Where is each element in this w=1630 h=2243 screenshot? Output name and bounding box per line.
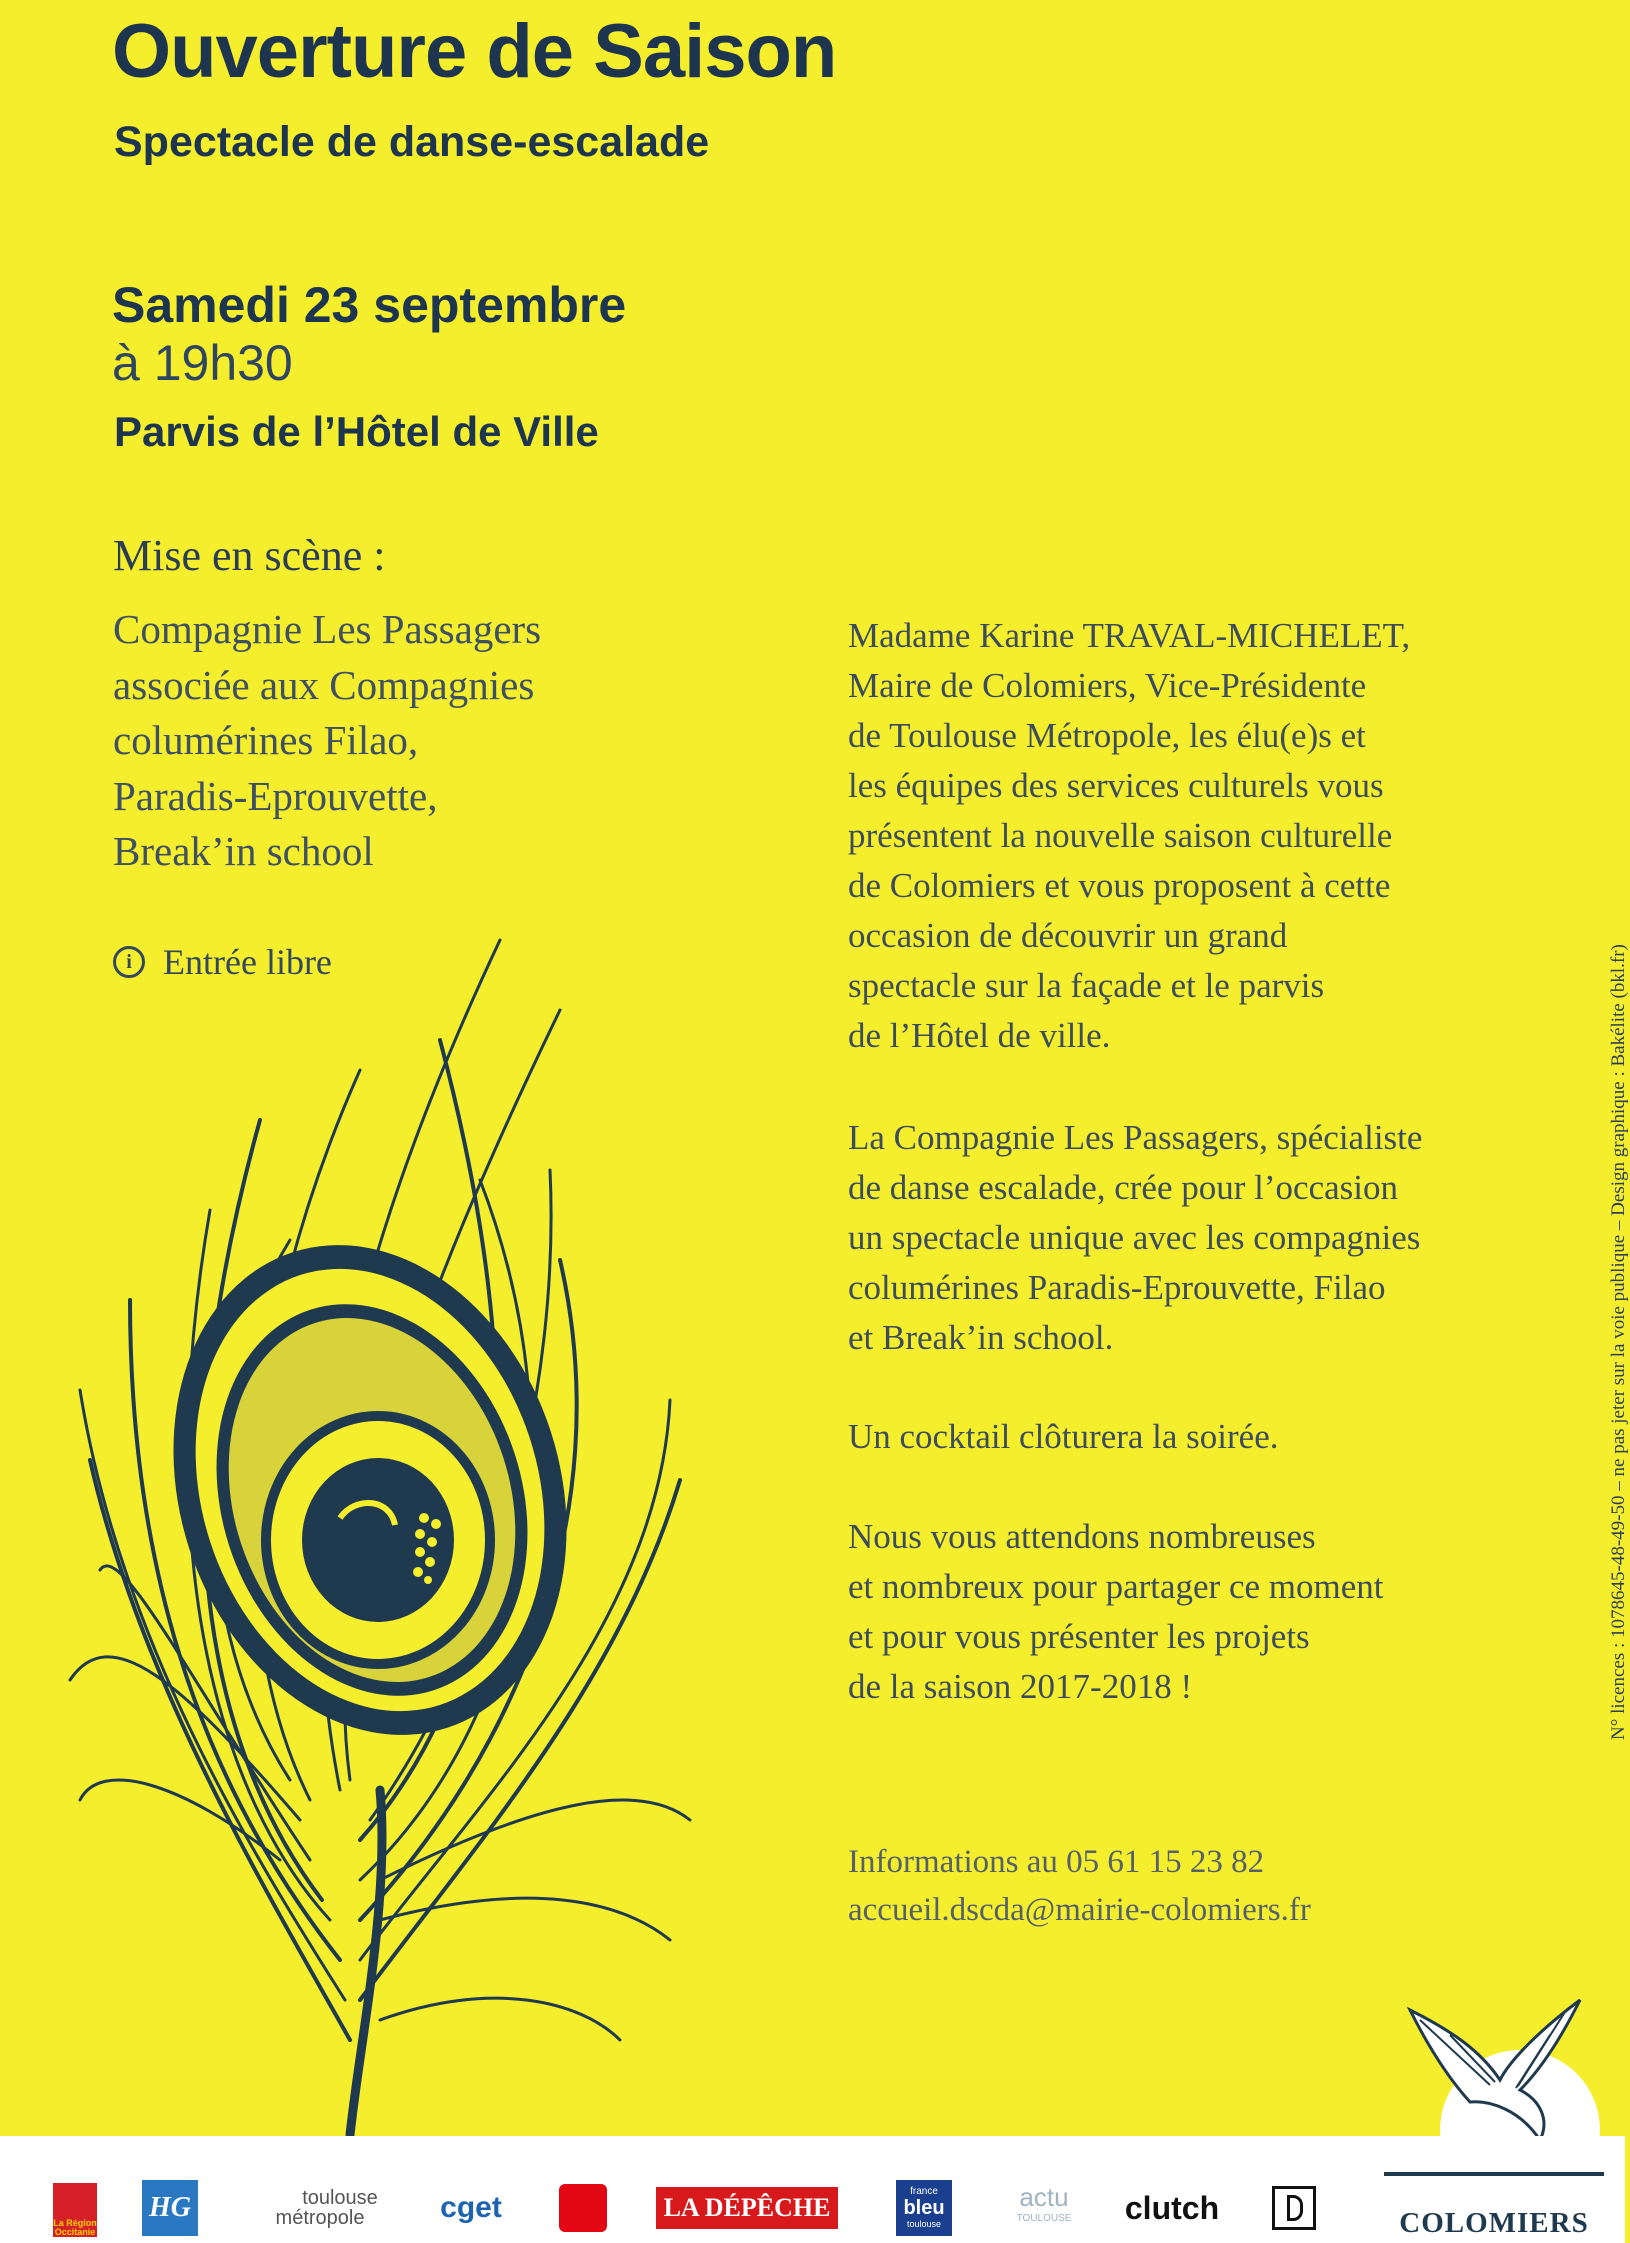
toulouse-logo-text: toulouse [302,2187,378,2209]
paragraph-line: occasion de découvrir un grand [848,916,1288,955]
info-icon: i [113,946,145,978]
logo-toulouse-metropole [250,2180,390,2236]
france-bleu-mark [896,2180,952,2236]
paragraph-line: et Break’in school. [848,1318,1114,1357]
logo-haute-garonne [140,2180,200,2236]
bakelite-mark [1272,2186,1316,2230]
paragraph-line: de la saison 2017-2018 ! [848,1667,1193,1706]
poster-subtitle: Spectacle de danse-escalade [114,118,710,166]
paragraph-line: columérines Paradis-Eprouvette, Filao [848,1268,1386,1307]
actu-sub-text: TOULOUSE [1016,2213,1072,2224]
caisse-epargne-mark [559,2184,607,2232]
mise-line: columérines Filao, [113,717,419,763]
cget-logo-text: cget [440,2191,502,2224]
logo-cget [436,2180,506,2236]
logo-occitanie [52,2182,98,2238]
entree-libre-label: Entrée libre [163,942,332,982]
contact-phone: Informations au 05 61 15 23 82 [848,1844,1265,1880]
mise-en-scene-heading: Mise en scène : [113,531,386,580]
occitanie-logo-text: La Région Occitanie [53,2183,97,2237]
colomiers-logo-text: COLOMIERS [1399,2207,1589,2239]
logo-bakelite [1268,2180,1320,2236]
closing-paragraph [848,1512,1384,1712]
side-credit: N° licences : 1078645-48-49-50 – ne pas jeter sur la voie publique – Design graphique : Bakélite (bkl.fr) [1608,944,1629,1740]
logo-actu-toulouse [1004,2180,1084,2236]
contact-email[interactable]: accueil.dscda@mairie-colomiers.fr [848,1892,1311,1928]
actu-logo-text: actu [1019,2182,1069,2212]
logo-clutch [1120,2180,1224,2236]
clutch-logo-text: clutch [1124,2189,1220,2226]
hg-logo-text: HG [142,2180,198,2236]
logo-caisse-epargne [556,2180,610,2236]
event-date: Samedi 23 septembre [112,277,627,333]
logo-la-depeche [663,2180,831,2236]
logo-colomiers [1384,2172,1604,2240]
mise-line: Break’in school [113,828,374,874]
paragraph-line: de Colomiers et vous proposent à cette [848,866,1391,905]
france-bleu-city: toulouse [906,2219,942,2229]
poster-title: Ouverture de Saison [112,9,837,94]
cocktail-paragraph [848,1412,1279,1462]
paragraph-line: Madame Karine TRAVAL-MICHELET, [848,616,1411,655]
paragraph-line: de danse escalade, crée pour l’occasion [848,1168,1398,1207]
logo-france-bleu [894,2180,954,2236]
peacock-feather-illustration [60,920,700,2140]
france-bleu-france: france [910,2186,938,2197]
france-bleu-bleu: bleu [903,2197,945,2219]
paragraph-line: et pour vous présenter les projets [848,1617,1310,1656]
paragraph-line: La Compagnie Les Passagers, spécialiste [848,1118,1423,1157]
company-paragraph [848,1113,1422,1363]
intro-paragraph [848,611,1410,1061]
paragraph-line: de Toulouse Métropole, les élu(e)s et [848,716,1366,755]
mise-en-scene-text [113,602,541,880]
metropole-logo-text: métropole [275,2207,365,2229]
mise-line: Compagnie Les Passagers [113,606,542,652]
paragraph-line: un spectacle unique avec les compagnies [848,1218,1421,1257]
paragraph-line: spectacle sur la façade et le parvis [848,966,1325,1005]
paragraph-line: Maire de Colomiers, Vice-Présidente [848,666,1367,705]
paragraph-line: présentent la nouvelle saison culturelle [848,816,1393,855]
paragraph-line: les équipes des services culturels vous [848,766,1384,805]
mise-line: associée aux Compagnies [113,661,535,708]
event-venue: Parvis de l’Hôtel de Ville [114,408,599,455]
ladepeche-logo-text: LA DÉPÊCHE [656,2187,839,2229]
paragraph-line: de l’Hôtel de ville. [848,1016,1111,1055]
contact-info [848,1838,1311,1934]
paragraph-line: Nous vous attendons nombreuses [848,1517,1316,1556]
event-time: à 19h30 [112,335,293,391]
paragraph-line: et nombreux pour partager ce moment [848,1567,1384,1606]
mise-line: Paradis-Eprouvette, [113,772,438,819]
paragraph-line: Un cocktail clôturera la soirée. [848,1417,1279,1456]
